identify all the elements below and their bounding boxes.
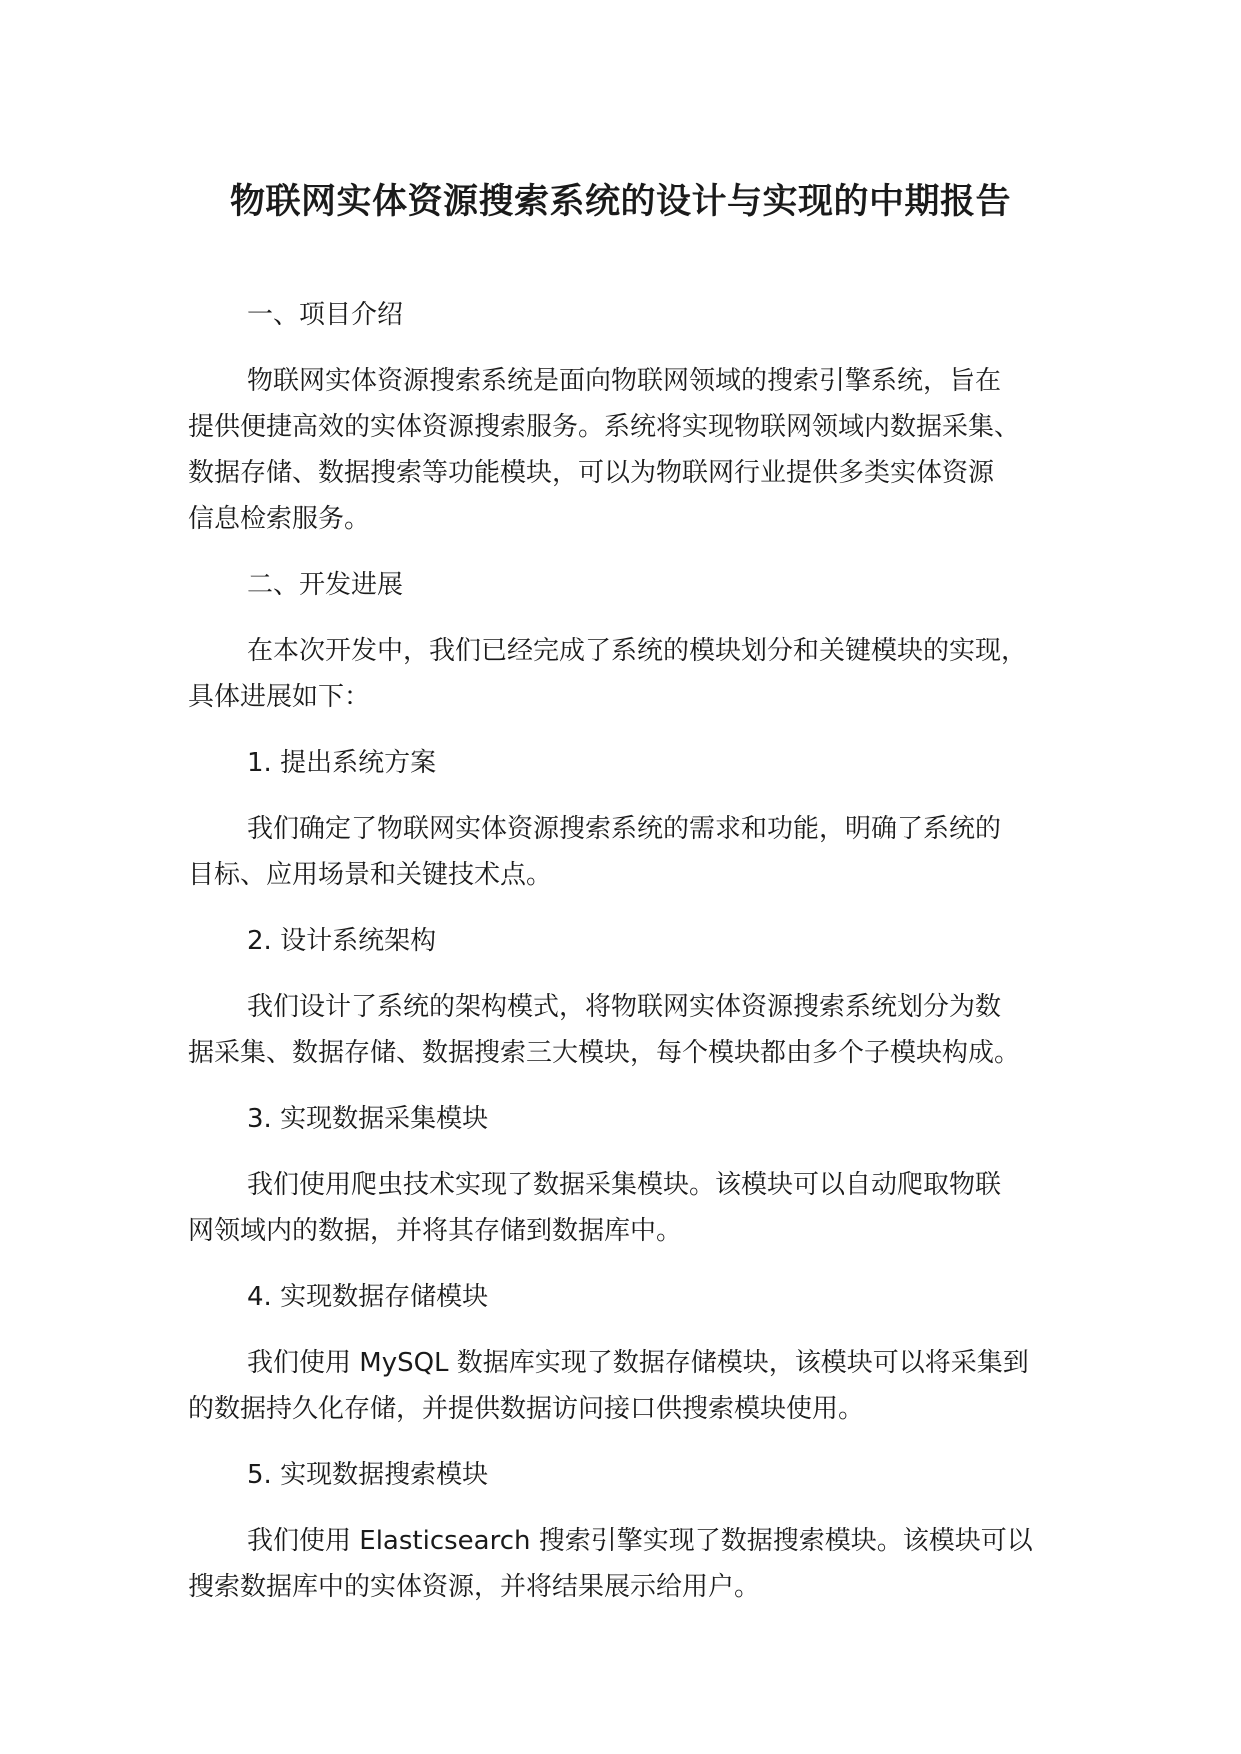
- paragraph-line: 我们使用 Elasticsearch 搜索引擎实现了数据搜索模块。该模块可以: [247, 1526, 1033, 1556]
- item-heading-5: 5. 实现数据搜索模块: [247, 1460, 489, 1490]
- item-heading-2: 2. 设计系统架构: [247, 926, 437, 956]
- paragraph-dev-progress: [188, 628, 1088, 720]
- paragraph-line: 据采集、数据存储、数据搜索三大模块，每个模块都由多个子模块构成。: [188, 1038, 1021, 1068]
- document-title: 物联网实体资源搜索系统的设计与实现的中期报告: [229, 182, 1011, 222]
- item-heading-3: 3. 实现数据采集模块: [247, 1104, 489, 1134]
- paragraph-line: 具体进展如下：: [188, 682, 371, 712]
- paragraph-line: 数据存储、数据搜索等功能模块，可以为物联网行业提供多类实体资源: [188, 458, 995, 488]
- paragraph-line: 提供便捷高效的实体资源搜索服务。系统将实现物联网领域内数据采集、: [188, 412, 1021, 442]
- item-paragraph-1: [188, 806, 1088, 898]
- paragraph-line: 我们设计了系统的架构模式，将物联网实体资源搜索系统划分为数: [247, 992, 1002, 1022]
- paragraph-project-intro: [188, 358, 1088, 542]
- paragraph-line: 我们使用 MySQL 数据库实现了数据存储模块，该模块可以将采集到: [247, 1348, 1029, 1378]
- item-heading-1: 1. 提出系统方案: [247, 748, 437, 778]
- document-body: [188, 292, 1088, 1630]
- item-heading-4: 4. 实现数据存储模块: [247, 1282, 489, 1312]
- section-heading-dev-progress: 二、开发进展: [247, 570, 404, 600]
- paragraph-line: 网领域内的数据，并将其存储到数据库中。: [188, 1216, 683, 1246]
- paragraph-line: 我们使用爬虫技术实现了数据采集模块。该模块可以自动爬取物联: [247, 1170, 1002, 1200]
- item-paragraph-2: [188, 984, 1088, 1076]
- paragraph-line: 搜索数据库中的实体资源，并将结果展示给用户。: [188, 1572, 761, 1602]
- paragraph-line: 物联网实体资源搜索系统是面向物联网领域的搜索引擎系统，旨在: [247, 366, 1002, 396]
- section-heading-project-intro: 一、项目介绍: [247, 300, 404, 330]
- paragraph-line: 在本次开发中，我们已经完成了系统的模块划分和关键模块的实现，: [247, 636, 1028, 666]
- item-paragraph-4: [188, 1340, 1088, 1432]
- paragraph-line: 信息检索服务。: [188, 504, 371, 534]
- item-paragraph-5: [188, 1518, 1088, 1610]
- paragraph-line: 的数据持久化存储，并提供数据访问接口供搜索模块使用。: [188, 1394, 865, 1424]
- paragraph-line: 目标、应用场景和关键技术点。: [188, 860, 553, 890]
- item-paragraph-3: [188, 1162, 1088, 1254]
- paragraph-line: 我们确定了物联网实体资源搜索系统的需求和功能，明确了系统的: [247, 814, 1002, 844]
